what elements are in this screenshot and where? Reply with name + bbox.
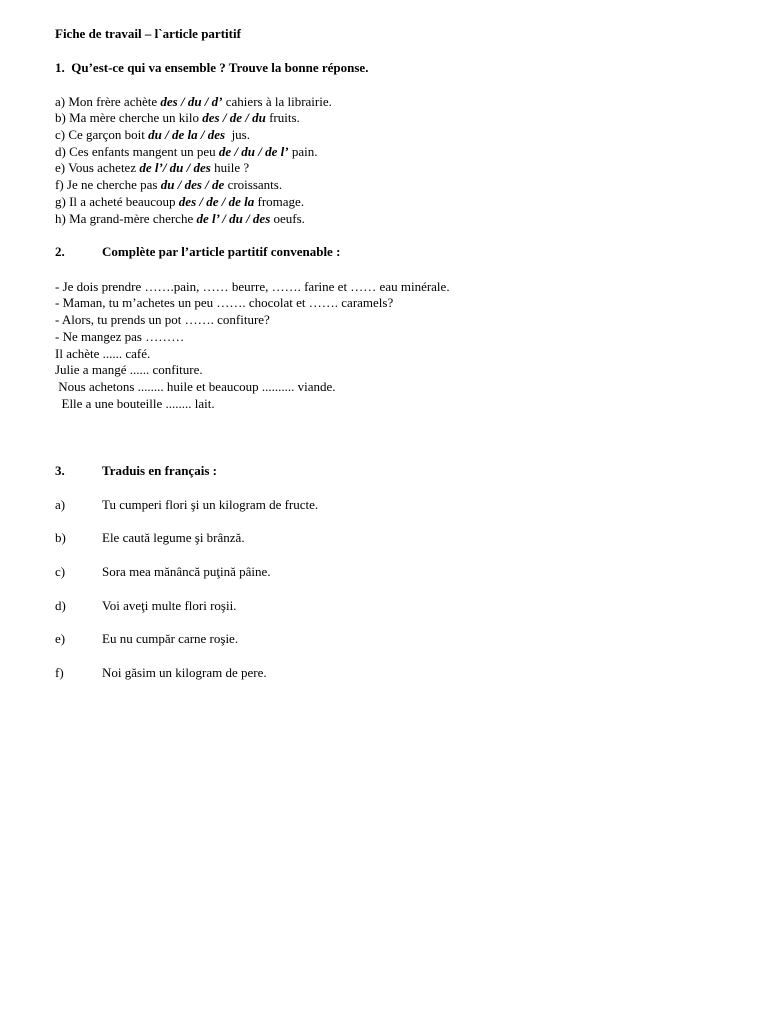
section2-line: Julie a mangé ...... confiture. bbox=[55, 362, 203, 377]
item-text: g) Il a acheté beaucoup bbox=[55, 194, 179, 209]
section2-line: Nous achetons ........ huile et beaucoup .......... viande. bbox=[55, 379, 336, 394]
section3-item-label: b) bbox=[55, 530, 66, 545]
section2-line: - Je dois prendre …….pain, …… beurre, ……. farine et …… eau minérale. bbox=[55, 279, 450, 294]
item-choices: des / de / du bbox=[202, 110, 266, 125]
section3-item-label: f) bbox=[55, 665, 64, 680]
section1-item-b bbox=[55, 110, 300, 126]
item-choices: de l’ / du / des bbox=[196, 211, 271, 226]
item-text: pain. bbox=[288, 144, 318, 159]
section3-item-text: Tu cumperi flori şi un kilogram de fructe. bbox=[102, 497, 319, 512]
section3-item-label: a) bbox=[55, 497, 66, 512]
section3-item-label: c) bbox=[55, 564, 66, 579]
section1-item-f bbox=[55, 177, 282, 193]
section2-heading: Complète par l’article partitif convenable : bbox=[102, 244, 341, 259]
section2-line: - Alors, tu prends un pot ……. confiture? bbox=[55, 312, 270, 327]
section3-item-text: Eu nu cumpăr carne roşie. bbox=[102, 631, 239, 646]
item-text: fromage. bbox=[254, 194, 305, 209]
item-choices: de / du / de l’ bbox=[218, 144, 289, 159]
section2-number: 2. bbox=[55, 244, 65, 259]
item-choices: des / du / d’ bbox=[160, 94, 223, 109]
section1-item-c bbox=[55, 127, 250, 143]
section3-item-label: d) bbox=[55, 598, 66, 613]
section1-item-d bbox=[55, 144, 317, 160]
section3-item-text: Ele caută legume şi brânză. bbox=[102, 530, 245, 545]
section3-item-text: Noi găsim un kilogram de pere. bbox=[102, 665, 267, 680]
section2-line: Il achète ...... café. bbox=[55, 346, 151, 361]
item-choices: du / de la / des bbox=[148, 127, 226, 142]
item-text: c) Ce garçon boit bbox=[55, 127, 149, 142]
section1-item-a bbox=[55, 94, 332, 110]
item-text: a) Mon frère achète bbox=[55, 94, 161, 109]
section2-line: - Ne mangez pas ……… bbox=[55, 329, 185, 344]
item-text: jus. bbox=[225, 127, 250, 142]
section3-number: 3. bbox=[55, 463, 65, 478]
item-choices: du / des / de bbox=[160, 177, 225, 192]
section3-item-label: e) bbox=[55, 631, 66, 646]
section1-item-h bbox=[55, 211, 305, 227]
item-text: oeufs. bbox=[270, 211, 305, 226]
item-text: f) Je ne cherche pas bbox=[55, 177, 161, 192]
section1-item-g bbox=[55, 194, 304, 210]
section2-line: - Maman, tu m’achetes un peu ……. chocolat et ……. caramels? bbox=[55, 295, 394, 310]
item-text: b) Ma mère cherche un kilo bbox=[55, 110, 203, 125]
section1-item-e bbox=[55, 160, 249, 176]
item-choices: des / de / de la bbox=[178, 194, 255, 209]
item-choices: de l’/ du / des bbox=[139, 160, 211, 175]
section3-item-text: Voi aveţi multe flori roşii. bbox=[102, 598, 237, 613]
item-text: d) Ces enfants mangent un peu bbox=[55, 144, 219, 159]
item-text: fruits. bbox=[265, 110, 300, 125]
item-text: croissants. bbox=[224, 177, 283, 192]
section3-item-text: Sora mea mănâncă puţină pâine. bbox=[102, 564, 271, 579]
item-text: cahiers à la librairie. bbox=[222, 94, 332, 109]
section1-heading: 1. Qu’est-ce qui va ensemble ? Trouve la bonne réponse. bbox=[55, 60, 369, 75]
section3-heading: Traduis en français : bbox=[102, 463, 217, 478]
item-text: h) Ma grand-mère cherche bbox=[55, 211, 197, 226]
section2-line: Elle a une bouteille ........ lait. bbox=[55, 396, 215, 411]
item-text: huile ? bbox=[210, 160, 250, 175]
item-text: e) Vous achetez bbox=[55, 160, 140, 175]
worksheet-title: Fiche de travail – l`article partitif bbox=[55, 26, 241, 41]
